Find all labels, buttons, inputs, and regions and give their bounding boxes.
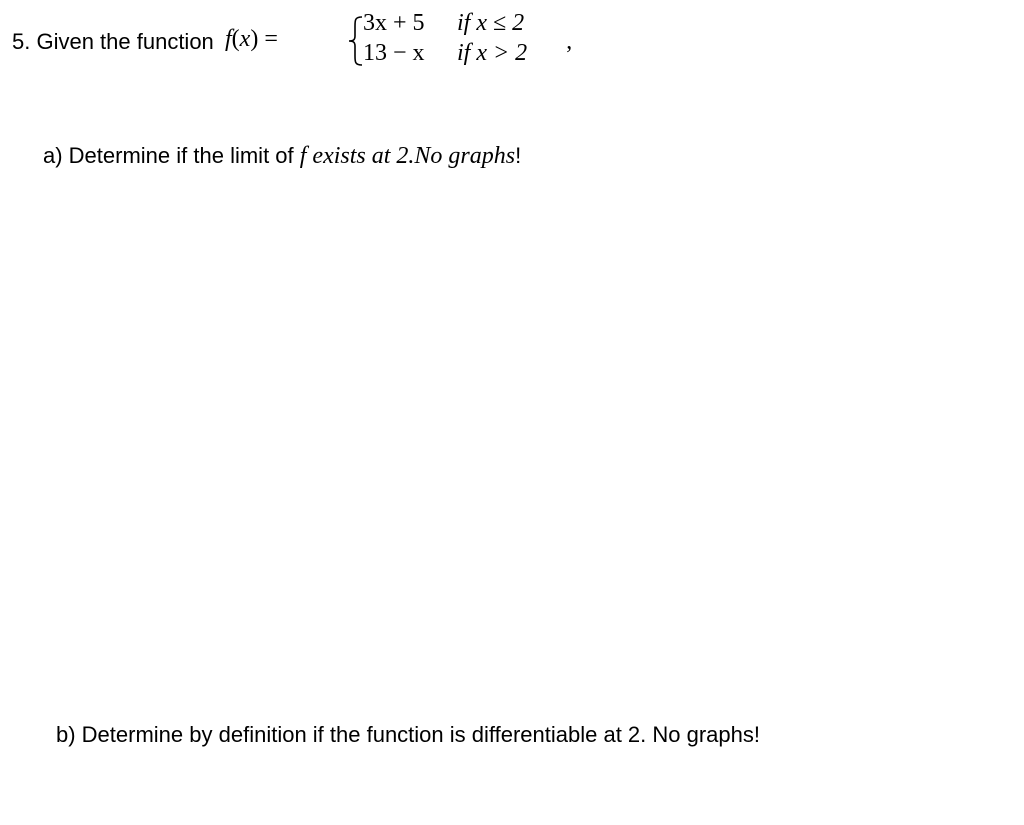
part-a-prefix: a) Determine if the limit of: [43, 143, 300, 168]
case-2-expression: 13 − x: [363, 40, 425, 66]
function-argument: (x): [231, 26, 259, 52]
question-part-a: [43, 143, 521, 170]
case-1-expression: 3x + 5: [363, 10, 425, 36]
case-2-condition: if x > 2: [457, 40, 528, 66]
part-a-function-symbol: f: [299, 143, 307, 169]
part-a-math-text: exists at 2.No graphs: [306, 143, 516, 169]
part-a-suffix: !: [515, 143, 522, 168]
problem-lead-text: 5. Given the function: [12, 29, 214, 54]
function-name: f: [225, 26, 232, 52]
function-definition: [225, 26, 278, 53]
trailing-comma-mark: ’: [565, 42, 573, 68]
case-1-condition: if x ≤ 2: [457, 10, 525, 36]
question-part-b: b) Determine by definition if the function is differentiable at 2. No graphs!: [56, 722, 760, 747]
equals-sign: =: [264, 26, 278, 52]
piecewise-case-2: [363, 40, 528, 67]
piecewise-case-1: [363, 10, 525, 37]
